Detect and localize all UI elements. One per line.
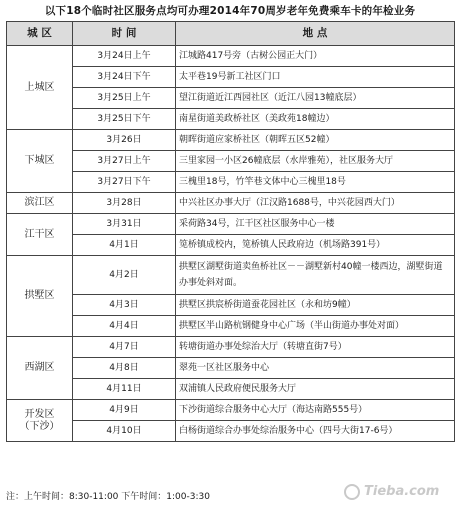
- time-cell: 3月28日: [73, 193, 176, 214]
- time-cell: 4月9日: [73, 400, 176, 421]
- place-cell: 拱墅区半山路杭钢健身中心广场（半山街道办事处对面）: [176, 316, 455, 337]
- table-row: [7, 256, 455, 295]
- header-place: 地 点: [176, 22, 455, 46]
- place-cell: 白杨街道综合办事处综治服务中心（四号大街17-6号）: [176, 421, 455, 442]
- time-cell: 3月24日上午: [73, 46, 176, 67]
- district-cell: 下城区: [7, 130, 73, 193]
- place-cell: 望江街道近江西园社区（近江八园13幢底层）: [176, 88, 455, 109]
- header-time: 时 间: [73, 22, 176, 46]
- time-cell: 4月1日: [73, 235, 176, 256]
- place-cell: 太平巷19号新工社区门口: [176, 67, 455, 88]
- place-cell: 下沙街道综合服务中心大厅（海达南路555号）: [176, 400, 455, 421]
- table-row: [7, 400, 455, 421]
- table-header: [7, 22, 455, 46]
- table-row: [7, 337, 455, 358]
- table-row: [7, 193, 455, 214]
- place-cell: 采荷路34号，江干区社区服务中心一楼: [176, 214, 455, 235]
- place-cell: 南星街道美政桥社区（美政苑18幢边）: [176, 109, 455, 130]
- table-row: [7, 379, 455, 400]
- place-cell: 朝晖街道应家桥社区（朝晖五区52幢）: [176, 130, 455, 151]
- table-row: [7, 358, 455, 379]
- place-cell: 三里家园一小区26幢底层（水岸雅苑），社区服务大厅: [176, 151, 455, 172]
- time-cell: 4月7日: [73, 337, 176, 358]
- table-row: [7, 46, 455, 67]
- watermark-text: Tieba.com: [364, 484, 440, 499]
- time-cell: 3月31日: [73, 214, 176, 235]
- district-cell: 西湖区: [7, 337, 73, 400]
- place-cell: 笕桥镇成校内，笕桥镇人民政府边（机场路391号）: [176, 235, 455, 256]
- district-cell: 拱墅区: [7, 256, 73, 337]
- district-cell: 滨江区: [7, 193, 73, 214]
- time-cell: 3月27日上午: [73, 151, 176, 172]
- footnote: 注：上午时间：8:30-11:00 下午时间：1:00-3:30: [6, 492, 210, 502]
- table-row: [7, 67, 455, 88]
- header-district: 城 区: [7, 22, 73, 46]
- time-cell: 3月25日下午: [73, 109, 176, 130]
- time-cell: 4月4日: [73, 316, 176, 337]
- district-cell: 江干区: [7, 214, 73, 256]
- district-cell: 上城区: [7, 46, 73, 130]
- table-row: [7, 109, 455, 130]
- table-row: [7, 151, 455, 172]
- table-row: [7, 172, 455, 193]
- table-row: [7, 316, 455, 337]
- table-row: [7, 88, 455, 109]
- time-cell: 4月3日: [73, 295, 176, 316]
- place-cell: 江城路417号旁（古树公园正大门）: [176, 46, 455, 67]
- place-cell: 拱墅区拱宸桥街道蚕花园社区（永和坊9幢）: [176, 295, 455, 316]
- time-cell: 3月26日: [73, 130, 176, 151]
- table-row: [7, 130, 455, 151]
- time-cell: 3月24日下午: [73, 67, 176, 88]
- header-row: [7, 22, 455, 46]
- table-row: [7, 214, 455, 235]
- table-body: [7, 46, 455, 442]
- place-cell: 拱墅区湖墅街道卖鱼桥社区－－湖墅新村40幢一楼西边，湖墅街道办事处斜对面。: [176, 256, 455, 295]
- watermark: [344, 482, 454, 504]
- page-title: 以下18个临时社区服务点均可办理2014年70周岁老年免费乘车卡的年检业务: [44, 5, 416, 17]
- time-cell: 4月10日: [73, 421, 176, 442]
- time-cell: 4月2日: [73, 256, 176, 295]
- schedule-table: [6, 21, 455, 442]
- time-cell: 4月11日: [73, 379, 176, 400]
- place-cell: 三槐里18号，竹竿巷文体中心三槐里18号: [176, 172, 455, 193]
- place-cell: 双浦镇人民政府便民服务大厅: [176, 379, 455, 400]
- table-row: [7, 235, 455, 256]
- place-cell: 中兴社区办事大厅（江汉路1688号，中兴花园西大门）: [176, 193, 455, 214]
- time-cell: 3月27日下午: [73, 172, 176, 193]
- district-cell: 开发区 （下沙）: [7, 400, 73, 442]
- table-row: [7, 295, 455, 316]
- time-cell: 4月8日: [73, 358, 176, 379]
- place-cell: 转塘街道办事处综治大厅（转塘直街7号）: [176, 337, 455, 358]
- table-row: [7, 421, 455, 442]
- watermark-logo-icon: [344, 484, 360, 500]
- place-cell: 翠苑一区社区服务中心: [176, 358, 455, 379]
- time-cell: 3月25日上午: [73, 88, 176, 109]
